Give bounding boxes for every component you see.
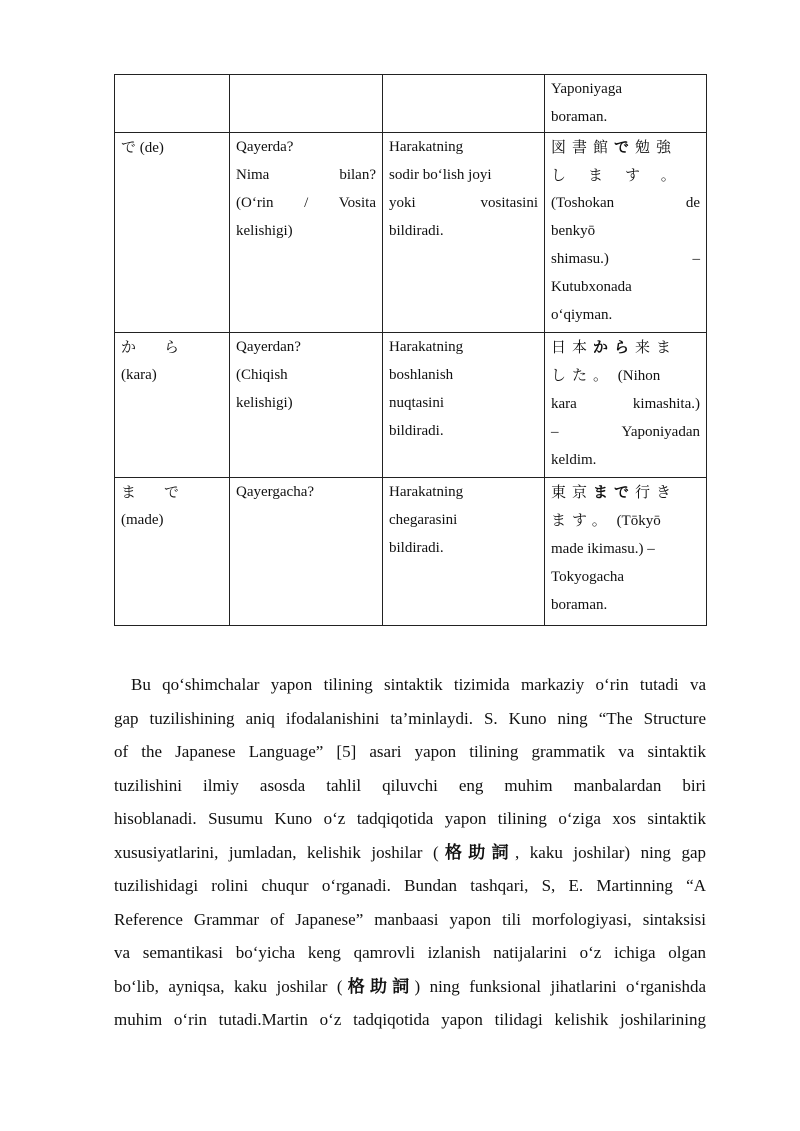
- meaning-line: Harakatning: [389, 139, 464, 155]
- example-japanese: します。: [551, 166, 698, 184]
- question-line: (Chiqish: [236, 367, 288, 383]
- meaning-line: nuqtasini: [389, 395, 444, 411]
- example-japanese: 日本から来ま: [551, 338, 678, 356]
- paragraph-line: muhim o‘rin tutadi.Martin o‘z tadqiqotida yapon tilidagi kelishik joshilarining: [114, 1010, 706, 1029]
- particle-table: [114, 74, 707, 626]
- example-line: shimasu.) –: [551, 251, 700, 267]
- example-line: kara kimashita.): [551, 396, 700, 412]
- meaning-line: Harakatning: [389, 484, 464, 500]
- table-row: [115, 333, 707, 478]
- example-cell: [545, 333, 707, 478]
- example-japanese: ます。 (Tōkyō: [551, 511, 661, 529]
- example-line: benkyō: [551, 223, 596, 239]
- example-line: o‘qiyman.: [551, 307, 613, 323]
- paragraph-line: of the Japanese Language” [5] asari yapon tilining grammatik va sintaktik: [114, 742, 706, 761]
- question-line: Qayergacha?: [236, 484, 315, 500]
- meaning-line: bildiradi.: [389, 223, 444, 239]
- particle-romaji: (kara): [121, 367, 157, 383]
- question-line: Qayerdan?: [236, 339, 301, 355]
- particle-cell: [115, 75, 230, 133]
- particle-japanese: で: [121, 138, 137, 156]
- particle-japanese: から: [121, 338, 208, 356]
- question-cell: [230, 75, 383, 133]
- paragraph-line: va semantikasi bo‘yicha keng qamrovli izlanish natijalarini o‘z ichiga olgan: [114, 943, 706, 962]
- table-row: [115, 478, 707, 626]
- paragraph-line: Reference Grammar of Japanese” manbaasi yapon tili morfologiyasi, sintaksisi: [114, 909, 706, 929]
- paragraph-line: gap tuzilishining aniq ifodalanishini ta’minlaydi. S. Kuno ning “The Structure: [114, 708, 706, 728]
- meaning-cell: [383, 75, 545, 133]
- example-line: – Yaponiyadan: [551, 424, 700, 440]
- question-line: Qayerda?: [236, 139, 294, 155]
- example-line: (Tōkyō: [616, 513, 661, 529]
- meaning-line: Harakatning: [389, 339, 464, 355]
- paragraph-line: bo‘lib, ayniqsa, kaku joshilar (格助詞) ning funksional jihatlarini o‘rganishda: [114, 976, 706, 997]
- example-line: keldim.: [551, 452, 597, 468]
- meaning-line: boshlanish: [389, 367, 454, 383]
- particle-cell: [115, 133, 230, 333]
- paragraph-line: Bu qo‘shimchalar yapon tilining sintaktik tizimida markaziy o‘rin tutadi va: [131, 675, 706, 694]
- paragraph-line: tuzilishini ilmiy asosda tahlil qiluvchi eng muhim manbalardan biri: [114, 775, 706, 795]
- example-line: (Toshokan de: [551, 195, 700, 211]
- example-japanese: 東京まで行き: [551, 483, 678, 501]
- example-line: Kutubxonada: [551, 279, 632, 295]
- example-line: Yaponiyaga: [551, 81, 622, 97]
- particle-romaji: (made): [121, 512, 164, 528]
- example-japanese: した。 (Nihon: [551, 366, 661, 384]
- table-row: [115, 75, 707, 133]
- body-paragraph: [114, 668, 706, 1037]
- kanji-term: 格助詞: [438, 842, 515, 863]
- example-line: (Nihon: [617, 368, 661, 384]
- table-row: [115, 133, 707, 333]
- meaning-cell: [383, 133, 545, 333]
- example-cell: [545, 478, 707, 626]
- kanji-term: 格助詞: [342, 976, 415, 997]
- particle-cell: [115, 478, 230, 626]
- paragraph-line: tuzilishidagi rolini chuqur o‘rganadi. Bundan tashqari, S, E. Martinning “A: [114, 876, 706, 895]
- meaning-line: bildiradi.: [389, 423, 444, 439]
- particle-romaji: (de): [139, 140, 164, 156]
- example-japanese: 図書館で勉強: [551, 138, 678, 156]
- example-line: boraman.: [551, 597, 608, 613]
- question-cell: [230, 133, 383, 333]
- paragraph-line: hisoblanadi. Susumu Kuno o‘z tadqiqotida yapon tilining o‘ziga xos sintaktik: [114, 809, 706, 828]
- particle-table-container: [114, 74, 706, 626]
- example-cell: [545, 133, 707, 333]
- question-line: kelishigi): [236, 223, 293, 239]
- example-cell: [545, 75, 707, 133]
- meaning-line: yoki vositasini: [389, 195, 538, 211]
- paragraph-line: xususiyatlarini, jumladan, kelishik joshilar (格助詞, kaku joshilar) ning gap: [114, 842, 706, 863]
- question-cell: [230, 478, 383, 626]
- meaning-line: sodir bo‘lish joyi: [389, 167, 492, 183]
- meaning-line: chegarasini: [389, 512, 458, 528]
- example-line: made ikimasu.) –: [551, 541, 655, 557]
- particle-cell: [115, 333, 230, 478]
- question-cell: [230, 333, 383, 478]
- example-line: Tokyogacha: [551, 569, 625, 585]
- meaning-line: bildiradi.: [389, 540, 444, 556]
- meaning-cell: [383, 478, 545, 626]
- question-line: (O‘rin / Vosita: [236, 195, 376, 211]
- meaning-cell: [383, 333, 545, 478]
- particle-japanese: まで: [121, 483, 208, 501]
- example-line: boraman.: [551, 109, 608, 125]
- question-line: Nima bilan?: [236, 167, 376, 183]
- question-line: kelishigi): [236, 395, 293, 411]
